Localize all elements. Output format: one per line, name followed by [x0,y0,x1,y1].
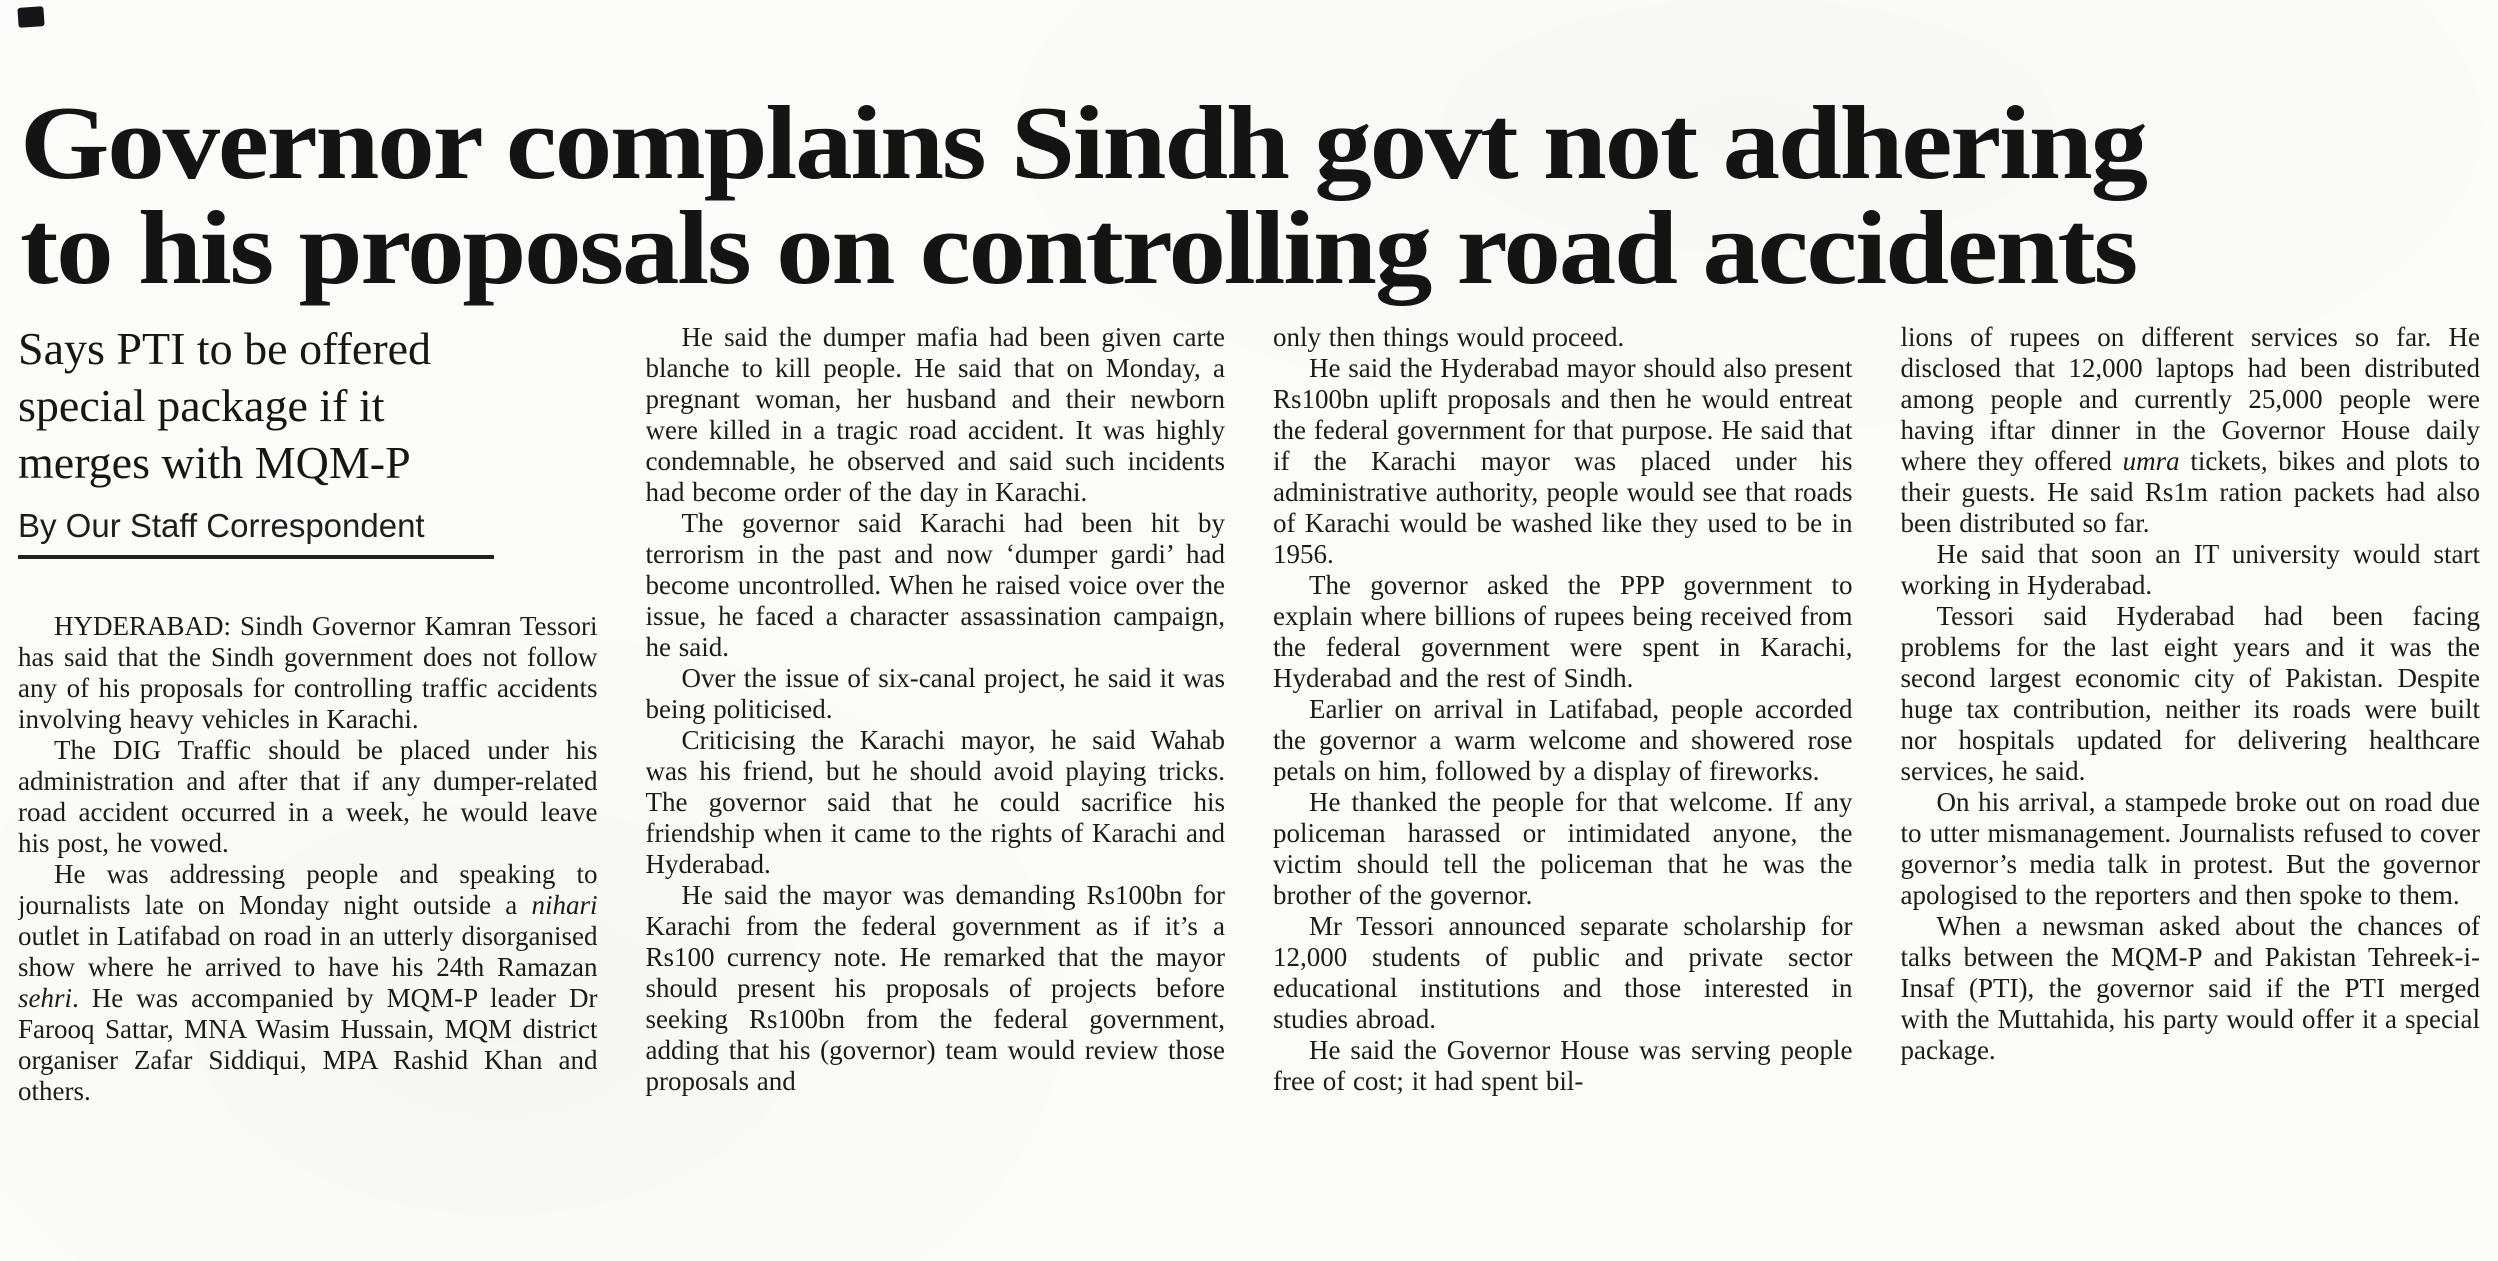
article-body [18,250,2480,1255]
paragraph-text: . He was accompanied by MQM-P leader Dr Farooq Sattar, MNA Wasim Hussain, MQM district organiser Zafar Siddiqui, MPA Rashid Khan and others. [18,983,598,1106]
paragraph-text: He was addressing people and speaking to journalists late on Monday night outside a [18,859,598,920]
article-paragraph [1273,570,1853,694]
paragraph-text: The governor asked the PPP government to explain where billions of rupees being received from the federal government were spent in Karachi, Hyderabad and the rest of Sindh. [1273,570,1853,693]
headline-line-1: Governor complains Sindh govt not adhering [20,84,2146,202]
article-paragraph [1273,353,1853,570]
paragraph-text: Earlier on arrival in Latifabad, people accorded the governor a warm welcome and showered rose petals on him, followed by a display of fireworks. [1273,694,1853,786]
italic-term: sehri [18,983,72,1013]
article-column-3 [1273,250,1853,1255]
byline-divider [18,555,494,559]
article-paragraph [1901,601,2481,787]
article-paragraph [1273,911,1853,1035]
paragraph-text: He said the Governor House was serving people free of cost; it had spent bil- [1273,1035,1853,1096]
article-paragraph [1901,322,2481,539]
italic-term: umra [2122,446,2180,476]
paragraph-text: He said the dumper mafia had been given carte blanche to kill people. He said that on Monday, a pregnant woman, her husband and their newborn were killed in a tragic road accident. It was highly condemnable, he observed and said such incidents had become order of the day in Karachi. [645,322,1225,507]
article-paragraph [1901,787,2481,911]
article-paragraph [18,859,598,1107]
paragraph-text: Over the issue of six-canal project, he said it was being politicised. [645,663,1225,724]
scan-artifact [17,6,44,28]
article-column-4 [1901,250,2481,1255]
article-paragraph [646,322,1226,508]
article-paragraph [1273,787,1853,911]
article-paragraph [646,663,1226,725]
paragraph-text: Tessori said Hyderabad had been facing problems for the last eight years and it was the second largest economic city of Pakistan. Despite huge tax contribution, neither its roads were built nor hospitals updated for delivering healthcare services, he said. [1900,601,2480,786]
article-paragraph [1273,694,1853,787]
paragraph-text: tickets, bikes and plots to their guests. He said Rs1m ration packets had also been distributed so far. [1900,446,2480,538]
byline: By Our Staff Correspondent [18,507,425,544]
article-paragraph [18,611,598,735]
article-paragraph [1901,911,2481,1066]
article-paragraph [646,725,1226,880]
paragraph-text: He said the Hyderabad mayor should also present Rs100bn uplift proposals and then he would entreat the federal government for that purpose. He said that if the Karachi mayor was placed under his administrative authority, people would see that roads of Karachi would be washed like they used to be in 1956. [1273,353,1853,569]
subheadline: Says PTI to be offered special package if it merges with MQM-P [18,323,432,488]
paragraph-text: He said the mayor was demanding Rs100bn for Karachi from the federal government as if it’s a Rs100 currency note. He remarked that the mayor should present his proposals of projects before seeking Rs100bn from the federal government, adding that his (governor) team would review those proposals and [645,880,1225,1096]
paragraph-text: outlet in Latifabad on road in an utterly disorganised show where he arrived to have his 24th Ramazan [18,921,598,982]
paragraph-text: Mr Tessori announced separate scholarship for 12,000 students of public and private sector educational institutions and those interested in studies abroad. [1273,911,1853,1034]
paragraph-text: Criticising the Karachi mayor, he said Wahab was his friend, but he should avoid playing tricks. The governor said that he could sacrifice his friendship when it came to the rights of Karachi and Hyderabad. [645,725,1225,879]
article-paragraph [18,735,598,859]
paragraph-text: The governor said Karachi had been hit by terrorism in the past and now ‘dumper gardi’ had become uncontrolled. When he raised voice over the issue, he faced a character assassination campaign, he said. [645,508,1225,662]
italic-term: nihari [531,890,598,920]
paragraph-text: He said that soon an IT university would start working in Hyderabad. [1900,539,2480,600]
column-1-text [18,611,598,1107]
article-column-1 [18,250,598,1255]
article-paragraph [1273,322,1853,353]
paragraph-text: lions of rupees on different services so far. He disclosed that 12,000 laptops had been distributed among people and currently 25,000 people were having iftar dinner in the Governor House daily where they offered [1900,322,2480,476]
paragraph-text: The DIG Traffic should be placed under his administration and after that if any dumper-related road accident occurred in a week, he would leave his post, he vowed. [18,735,598,858]
paragraph-text: When a newsman asked about the chances of talks between the MQM-P and Pakistan Tehreek-i-Insaf (PTI), the governor said if the PTI merged with the Muttahida, his party would offer it a special package. [1900,911,2480,1065]
article-paragraph [646,508,1226,663]
article-paragraph [1273,1035,1853,1097]
paragraph-text: only then things would proceed. [1273,322,1625,352]
paragraph-text: On his arrival, a stampede broke out on road due to utter mismanagement. Journalists refused to cover governor’s media talk in protest. But the governor apologised to the reporters and then spoke to them. [1900,787,2480,910]
headline-line-2: to his proposals on controlling road accidents [20,189,2137,307]
paragraph-text: He thanked the people for that welcome. If any policeman harassed or intimidated anyone, the victim should tell the policeman that he was the brother of the governor. [1273,787,1853,910]
paragraph-text: HYDERABAD: Sindh Governor Kamran Tessori has said that the Sindh government does not follow any of his proposals for controlling traffic accidents involving heavy vehicles in Karachi. [18,611,598,734]
article-paragraph [1901,539,2481,601]
article-paragraph [646,880,1226,1097]
article-column-2 [646,250,1226,1255]
